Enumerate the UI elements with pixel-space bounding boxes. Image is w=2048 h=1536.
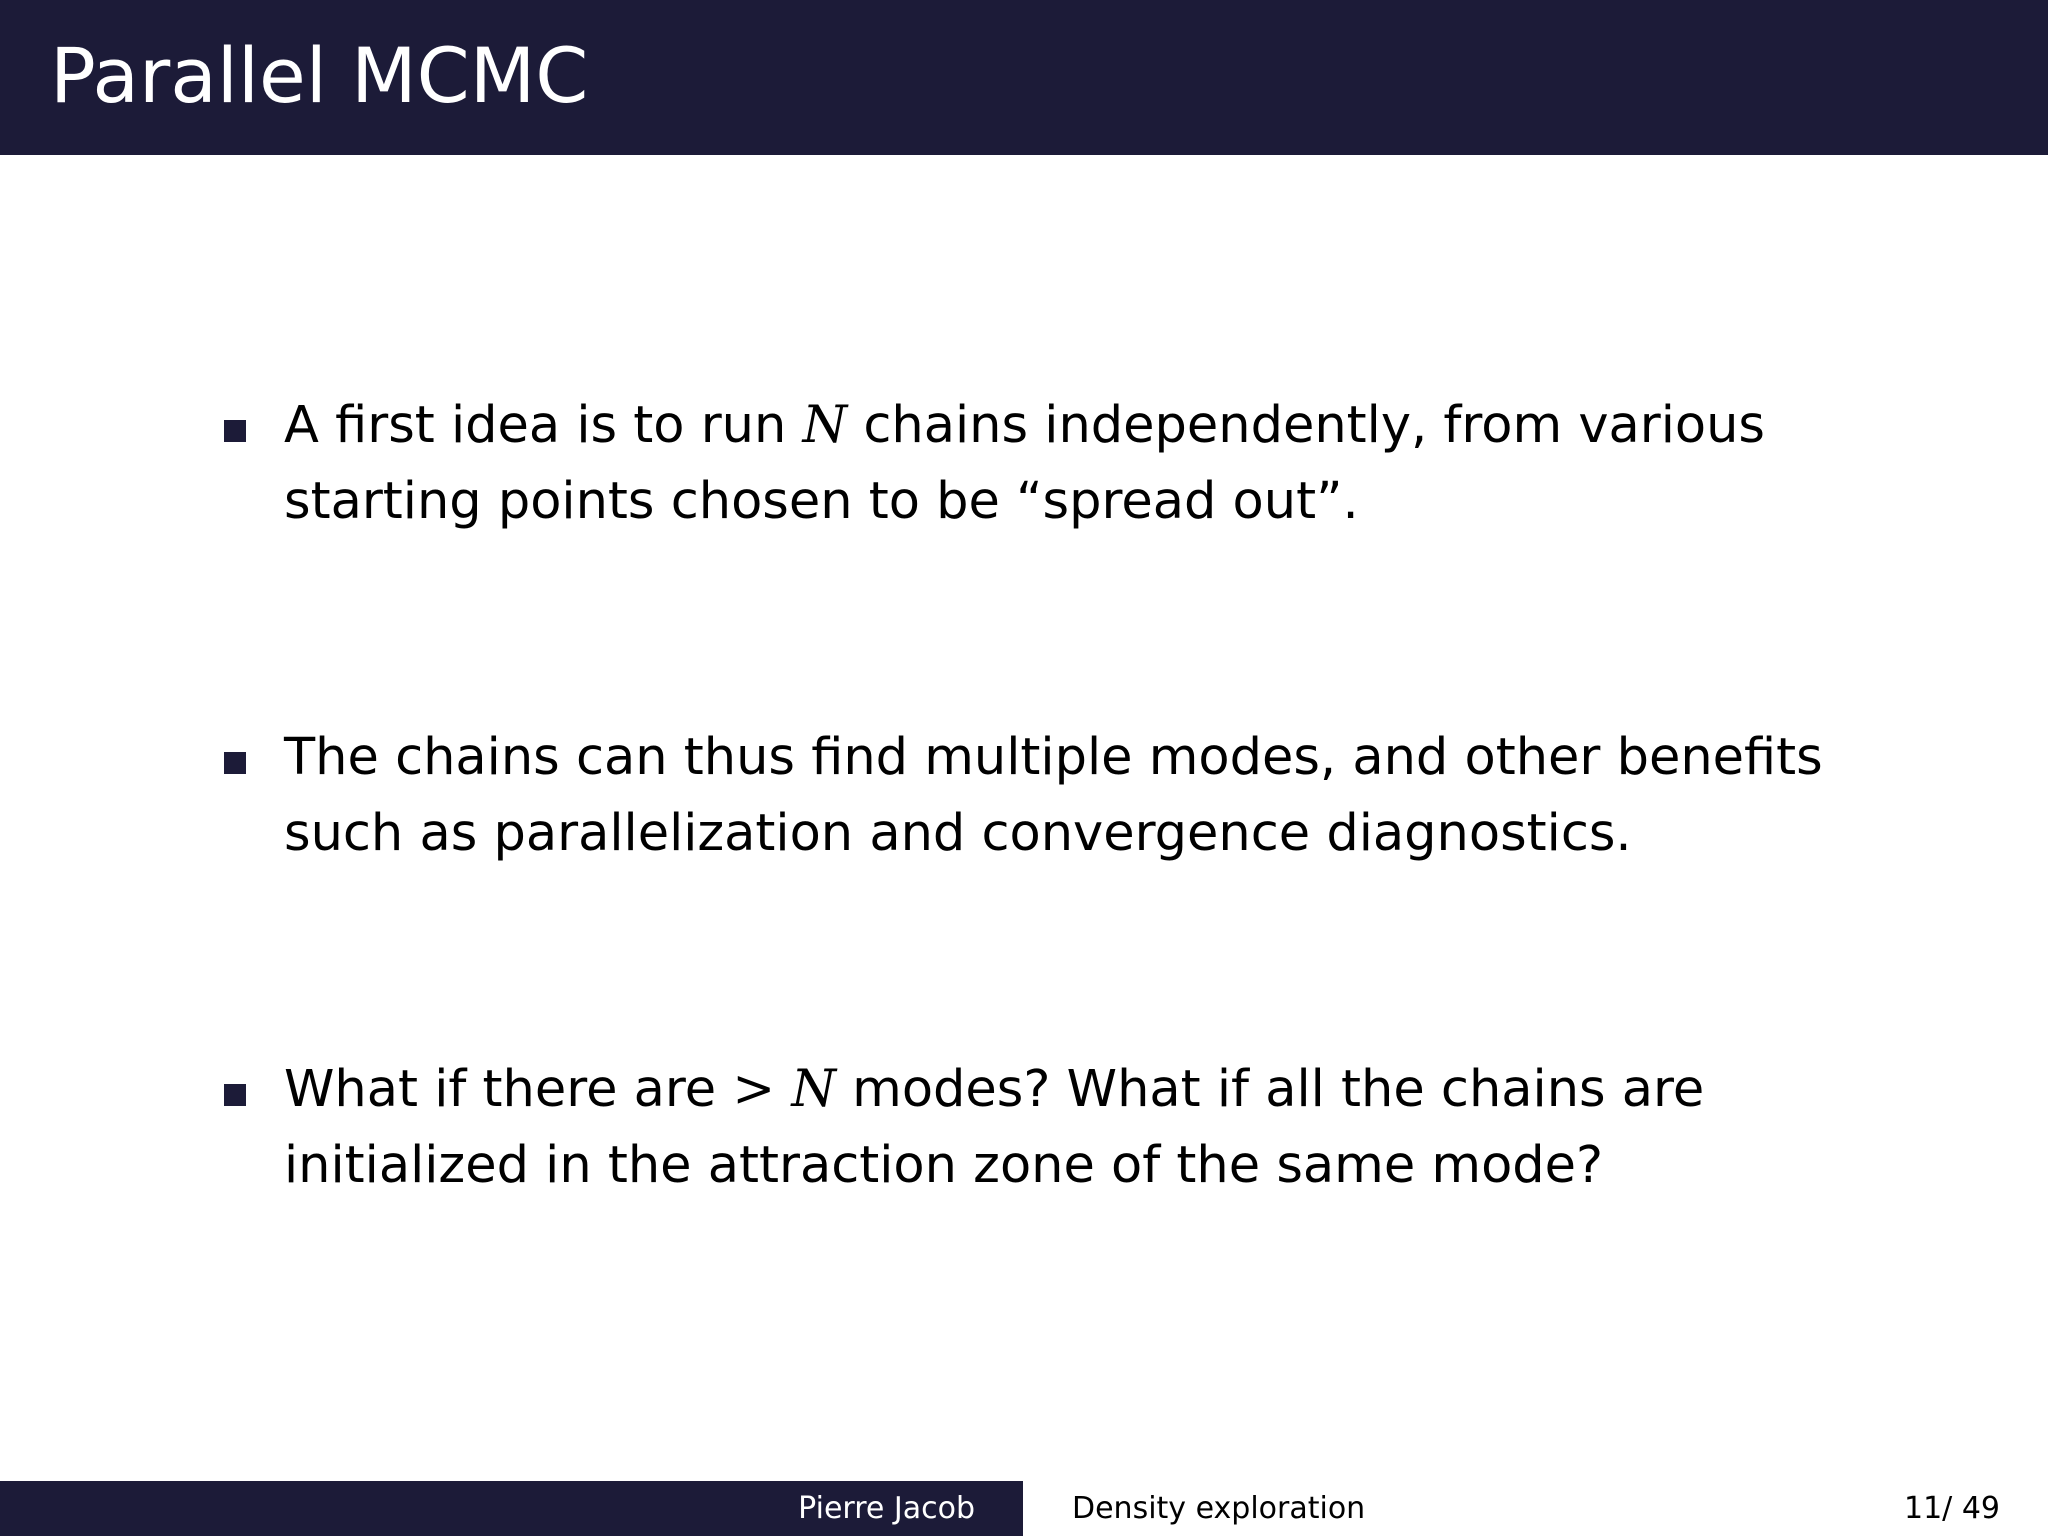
slide-title-bar [0, 0, 2048, 155]
footer-page-number: 11/ 49 [1904, 1491, 2000, 1526]
math-greater-than: > [732, 1060, 776, 1119]
math-variable-n: N [791, 1060, 836, 1119]
bullet-square-icon [224, 420, 246, 442]
footer-author-block [0, 1481, 1023, 1536]
bullet-square-icon [224, 1084, 246, 1106]
footer-topic: Density exploration [1072, 1491, 1366, 1526]
bullet-square-icon [224, 752, 246, 774]
bullet-1-line-1: A first idea is to run N chains independently, from various [284, 396, 1765, 455]
bullet-text-3 [284, 1052, 1944, 1204]
slide-footer [0, 1481, 2048, 1536]
slide-title: Parallel MCMC [50, 31, 589, 120]
bullet-text-2 [284, 720, 1944, 872]
bullet-3-line-2: initialized in the attraction zone of the same mode? [284, 1136, 1604, 1195]
bullet-text-1 [284, 388, 1944, 540]
bullet-3-line-1: What if there are > N modes? What if all the chains are [284, 1060, 1705, 1119]
footer-author: Pierre Jacob [798, 1491, 975, 1526]
bullet-2-line-2: such as parallelization and convergence diagnostics. [284, 804, 1632, 863]
bullet-2-line-1: The chains can thus find multiple modes, and other benefits [284, 728, 1823, 787]
bullet-1-line-2: starting points chosen to be “spread out”. [284, 472, 1359, 531]
math-variable-n: N [802, 396, 848, 455]
